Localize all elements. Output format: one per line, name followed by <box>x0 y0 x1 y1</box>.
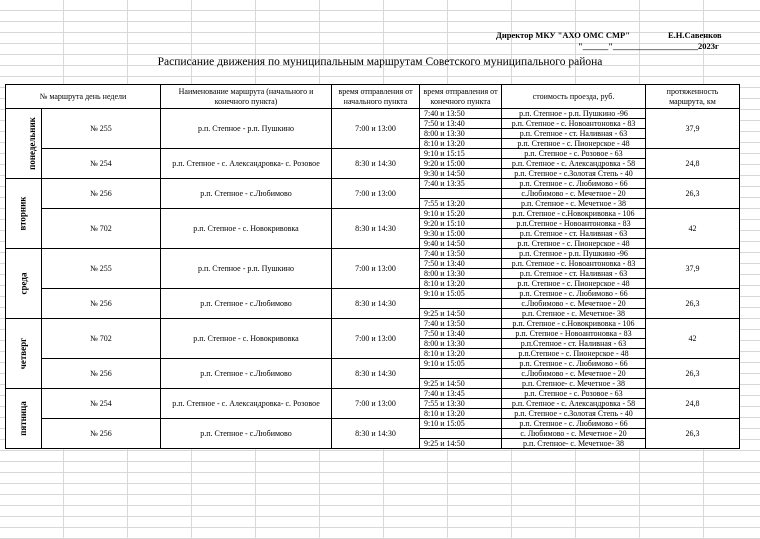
table-row <box>6 419 740 429</box>
fare: р.п. Степное - с.Золотая Степь - 40 <box>502 409 646 419</box>
departure-end: 7:40 и 13:35 <box>420 179 502 189</box>
fare: р.п. Степное - с. Розовое - 63 <box>502 149 646 159</box>
route-name: р.п. Степное - с.Любимово <box>161 419 332 449</box>
departure-end: 7:40 и 13:50 <box>420 319 502 329</box>
fare: р.п. Степное - р.п. Пушкино -96 <box>502 109 646 119</box>
day-label: вторник <box>17 196 28 231</box>
departure-end: 9:10 и 15:05 <box>420 359 502 369</box>
fare: с.Любимово - с. Мечетное - 20 <box>502 189 646 199</box>
fare: с. Любимово - с. Мечетное - 20 <box>502 429 646 439</box>
departure-end: 8:10 и 13:20 <box>420 279 502 289</box>
route-number: № 255 <box>42 249 161 289</box>
fare: р.п. Степное - с. Пионерское - 48 <box>502 279 646 289</box>
departure-end: 9:10 и 15:20 <box>420 209 502 219</box>
route-name: р.п. Степное - с.Любимово <box>161 179 332 209</box>
departure-end: 7:50 и 13:40 <box>420 119 502 129</box>
director-label: Директор МКУ "АХО ОМС СМР" <box>496 30 630 40</box>
departure-end: 8:00 и 13:30 <box>420 269 502 279</box>
schedule-table <box>5 84 740 449</box>
fare: р.п. Степное - с. Любимово - 66 <box>502 359 646 369</box>
departure-end: 7:40 и 13:45 <box>420 389 502 399</box>
departure-end <box>420 369 502 379</box>
route-length: 26,3 <box>646 289 740 319</box>
departure-end: 7:55 и 13:30 <box>420 399 502 409</box>
fare: р.п. Степное - с. Александровка - 58 <box>502 399 646 409</box>
fare: р.п. Степное - с. Любимово - 66 <box>502 179 646 189</box>
route-number: № 256 <box>42 179 161 209</box>
departure-end: 9:25 и 14:50 <box>420 379 502 389</box>
departure-end: 8:00 и 13:30 <box>420 339 502 349</box>
departure-end: 7:50 и 13:40 <box>420 259 502 269</box>
departure-start: 7:00 и 13:00 <box>332 179 420 209</box>
date-line: "______"____________________2023г <box>578 41 719 51</box>
fare: р.п. Степное - с. Новоантоновка - 83 <box>502 259 646 269</box>
departure-start: 8:30 и 14:30 <box>332 209 420 249</box>
route-length: 26,3 <box>646 359 740 389</box>
route-number: № 255 <box>42 109 161 149</box>
table-row <box>6 359 740 369</box>
departure-end: 9:30 и 14:50 <box>420 169 502 179</box>
col-name: Наименование маршрута (начального и конечного пункта) <box>161 85 332 109</box>
route-number: № 702 <box>42 209 161 249</box>
table-row <box>6 249 740 259</box>
route-name: р.п. Степное - с. Александровка- с. Розовое <box>161 389 332 419</box>
day-label: четверг <box>17 337 28 370</box>
table-header-row <box>6 85 740 109</box>
fare: р.п. Степное - с. Пионерское - 48 <box>502 239 646 249</box>
route-length: 37,9 <box>646 249 740 289</box>
departure-start: 7:00 и 13:00 <box>332 319 420 359</box>
col-dep-end: время отправления от конечного пункта <box>420 85 502 109</box>
departure-end: 7:55 и 13:20 <box>420 199 502 209</box>
day-cell <box>6 249 42 319</box>
fare: с.Любимово - с. Мечетное - 20 <box>502 369 646 379</box>
departure-end: 9:10 и 15:15 <box>420 149 502 159</box>
departure-end: 9:10 и 15:05 <box>420 419 502 429</box>
fare: р.п. Степное- с. Мечетное - 38 <box>502 379 646 389</box>
fare: с.Любимово - с. Мечетное - 20 <box>502 299 646 309</box>
fare: р.п. Степное - р.п. Пушкино -96 <box>502 249 646 259</box>
page-title: Расписание движения по муниципальным маршрутам Советского муниципального района <box>157 56 603 68</box>
route-length: 26,3 <box>646 179 740 209</box>
director-name: Е.Н.Савенков <box>668 30 722 40</box>
fare: р.п. Степное - с. Александровка - 58 <box>502 159 646 169</box>
route-length: 24,8 <box>646 389 740 419</box>
departure-end: 9:40 и 14:50 <box>420 239 502 249</box>
departure-end <box>420 429 502 439</box>
departure-end: 9:20 и 15:00 <box>420 159 502 169</box>
route-name: р.п. Степное - р.п. Пушкино <box>161 109 332 149</box>
departure-end: 9:25 и 14:50 <box>420 309 502 319</box>
day-cell <box>6 389 42 449</box>
fare: р.п. Степное - ст. Наливная - 63 <box>502 269 646 279</box>
fare: р.п. Степное - с. Пионерское - 48 <box>502 139 646 149</box>
fare: р.п. Степное - с. Розовое - 63 <box>502 389 646 399</box>
fare: р.п.Степное - Новоантоновка - 83 <box>502 219 646 229</box>
route-number: № 254 <box>42 389 161 419</box>
departure-start: 7:00 и 13:00 <box>332 109 420 149</box>
day-cell <box>6 319 42 389</box>
departure-start: 7:00 и 13:00 <box>332 249 420 289</box>
departure-end: 8:10 и 13:20 <box>420 139 502 149</box>
fare: р.п. Степное- с. Мечетное- 38 <box>502 439 646 449</box>
fare: р.п. Степное - с.Золотая Степь - 40 <box>502 169 646 179</box>
day-label: пятница <box>17 401 28 436</box>
fare: р.п. Степное - с. Любимово - 66 <box>502 289 646 299</box>
fare: р.п.Степное - ст. Наливная - 63 <box>502 339 646 349</box>
route-number: № 254 <box>42 149 161 179</box>
route-number: № 256 <box>42 289 161 319</box>
departure-end <box>420 299 502 309</box>
departure-start: 7:00 и 13:00 <box>332 389 420 419</box>
fare: р.п. Степное - с. Любимово - 66 <box>502 419 646 429</box>
route-name: р.п. Степное - с.Любимово <box>161 289 332 319</box>
table-row <box>6 319 740 329</box>
route-number: № 702 <box>42 319 161 359</box>
table-row <box>6 289 740 299</box>
departure-end: 7:40 и 13:50 <box>420 249 502 259</box>
table-row <box>6 209 740 219</box>
day-label: понедельник <box>26 117 37 170</box>
fare: р.п. Степное - с. Мечетное- 38 <box>502 309 646 319</box>
table-row <box>6 149 740 159</box>
route-length: 37,9 <box>646 109 740 149</box>
col-dep-start: время отправления от начального пункта <box>332 85 420 109</box>
table-row <box>6 109 740 119</box>
day-cell <box>6 179 42 249</box>
departure-start: 8:30 и 14:30 <box>332 149 420 179</box>
fare: р.п. Степное - Новоантоновка - 83 <box>502 329 646 339</box>
route-name: р.п. Степное - с. Новокривовка <box>161 319 332 359</box>
departure-end: 7:40 и 13:50 <box>420 109 502 119</box>
departure-start: 8:30 и 14:30 <box>332 359 420 389</box>
departure-end: 8:10 и 13:20 <box>420 349 502 359</box>
route-length: 42 <box>646 209 740 249</box>
day-cell <box>6 109 42 179</box>
departure-end: 7:50 и 13:40 <box>420 329 502 339</box>
route-length: 24,8 <box>646 149 740 179</box>
departure-start: 8:30 и 14:30 <box>332 419 420 449</box>
fare: р.п. Степное - с.Новокривовка - 106 <box>502 319 646 329</box>
fare: р.п.Степное - с. Пионерское - 48 <box>502 349 646 359</box>
col-route: № маршрута день недели <box>6 85 161 109</box>
col-fare: стоимость проезда, руб. <box>502 85 646 109</box>
route-name: р.п. Степное - с.Любимово <box>161 359 332 389</box>
departure-end: 9:20 и 15:10 <box>420 219 502 229</box>
fare: р.п. Степное - с.Новокривовка - 106 <box>502 209 646 219</box>
departure-end: 9:25 и 14:50 <box>420 439 502 449</box>
route-length: 42 <box>646 319 740 359</box>
route-length: 26,3 <box>646 419 740 449</box>
table-row <box>6 179 740 189</box>
day-label: среда <box>18 272 28 295</box>
route-number: № 256 <box>42 419 161 449</box>
col-length: протяженность маршрута, км <box>646 85 740 109</box>
route-number: № 256 <box>42 359 161 389</box>
departure-end: 8:00 и 13:30 <box>420 129 502 139</box>
fare: р.п. Степное - ст. Наливная - 63 <box>502 129 646 139</box>
departure-start: 8:30 и 14:30 <box>332 289 420 319</box>
route-name: р.п. Степное - с. Александровка- с. Розовое <box>161 149 332 179</box>
departure-end: 8:10 и 13:20 <box>420 409 502 419</box>
fare: р.п. Степное - ст. Наливная - 63 <box>502 229 646 239</box>
departure-end: 9:30 и 15:00 <box>420 229 502 239</box>
route-name: р.п. Степное - р.п. Пушкино <box>161 249 332 289</box>
departure-end: 9:10 и 15:05 <box>420 289 502 299</box>
fare: р.п. Степное - с. Новоантоновка - 83 <box>502 119 646 129</box>
departure-end <box>420 189 502 199</box>
table-row <box>6 389 740 399</box>
route-name: р.п. Степное - с. Новокривовка <box>161 209 332 249</box>
fare: р.п. Степное - с. Мечетное - 38 <box>502 199 646 209</box>
